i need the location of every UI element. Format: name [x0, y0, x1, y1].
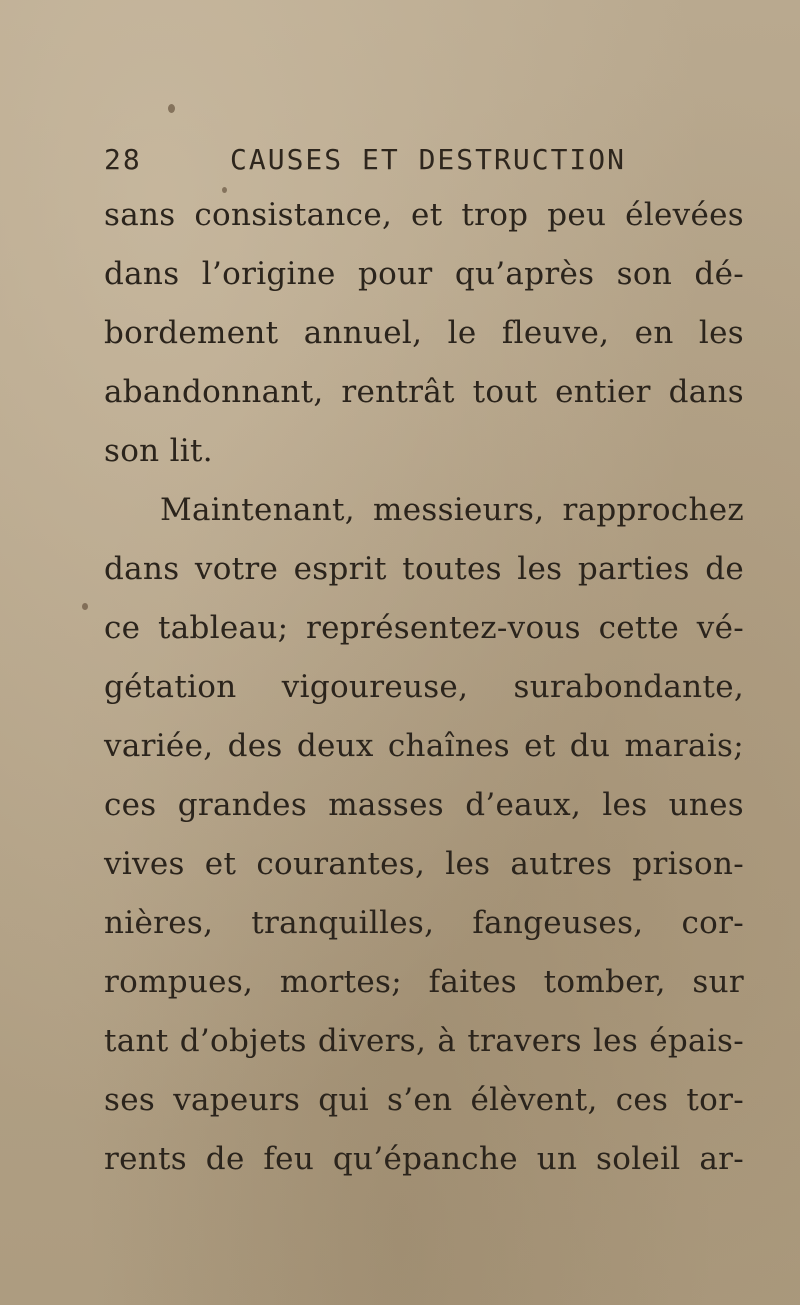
text-line: rompues, mortes; faites tomber, sur: [104, 964, 744, 1000]
text-line: ce tableau; représentez-vous cette vé-: [104, 610, 744, 646]
text-line: variée, des deux chaînes et du marais;: [104, 728, 744, 764]
text-line: gétation vigoureuse, surabondante,: [104, 669, 744, 705]
running-head: CAUSES ET DESTRUCTION: [230, 143, 627, 176]
page-number: 28: [104, 143, 142, 176]
body-text: [104, 186, 744, 1189]
text-line: bordement annuel, le fleuve, en les: [104, 315, 744, 351]
text-line: nières, tranquilles, fangeuses, cor-: [104, 905, 744, 941]
text-line: dans votre esprit toutes les parties de: [104, 551, 744, 587]
text-line: ses vapeurs qui s’en élèvent, ces tor-: [104, 1082, 744, 1118]
text-line: abandonnant, rentrât tout entier dans: [104, 374, 744, 410]
text-line: son lit.: [104, 433, 213, 469]
text-line: sans consistance, et trop peu élevées: [104, 197, 744, 233]
text-line: ces grandes masses d’eaux, les unes: [104, 787, 744, 823]
text-line: vives et courantes, les autres prison-: [104, 846, 744, 882]
paper-speck: [82, 603, 88, 610]
page-header: [104, 143, 724, 183]
paper-speck: [168, 104, 175, 113]
text-line: tant d’objets divers, à travers les épais-: [104, 1023, 744, 1059]
text-line: dans l’origine pour qu’après son dé-: [104, 256, 744, 292]
text-line: rents de feu qu’épanche un soleil ar-: [104, 1141, 744, 1177]
text-line: Maintenant, messieurs, rapprochez: [160, 492, 744, 528]
